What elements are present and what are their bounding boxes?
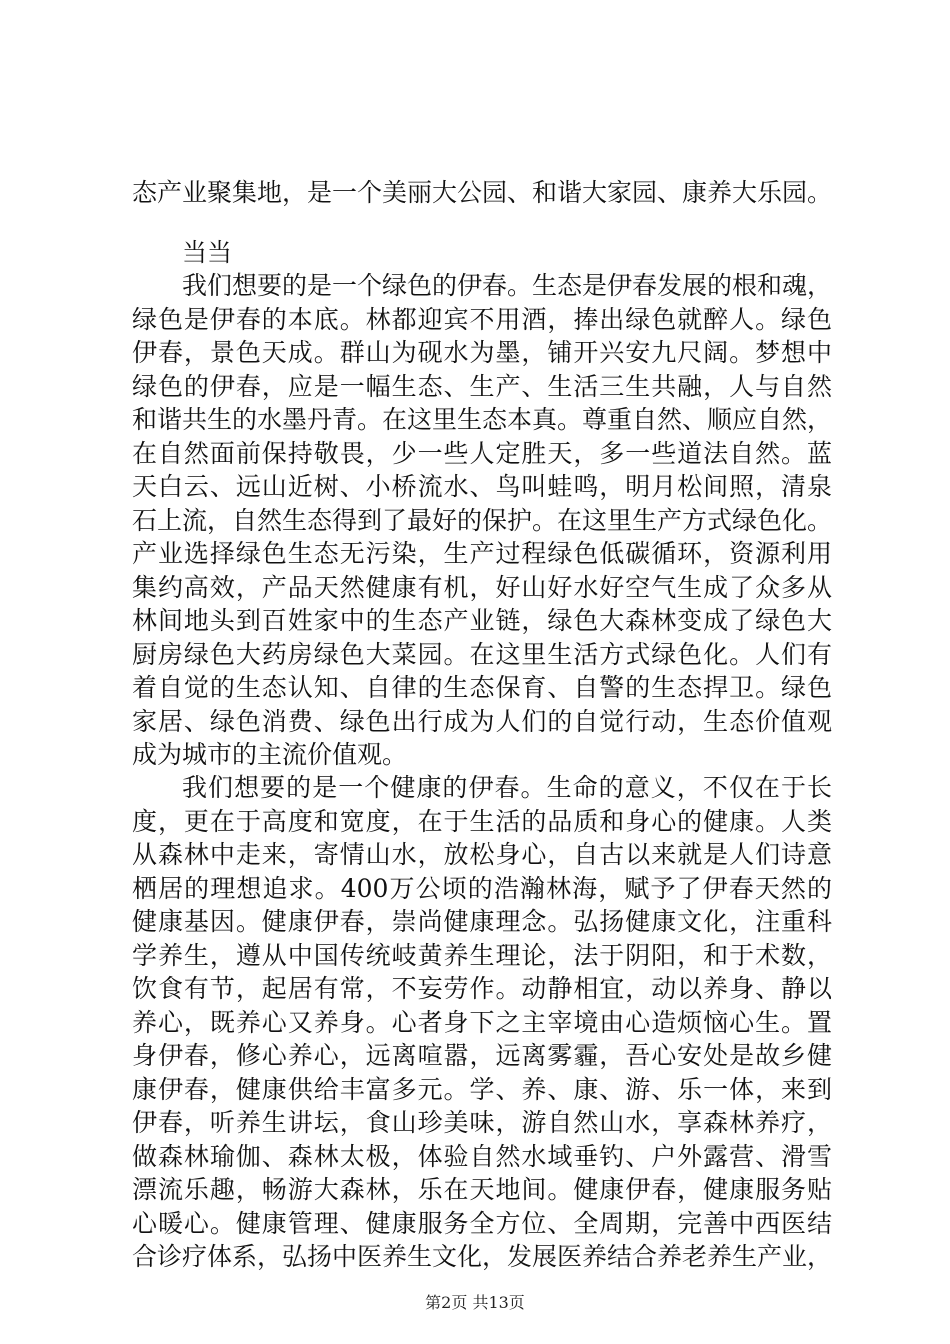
text-line: 合诊疗体系，弘扬中医养生文化，发展医养结合养老养生产业， bbox=[132, 1242, 833, 1271]
text-line: 集约高效，产品天然健康有机，好山好水好空气生成了众多从 bbox=[132, 573, 832, 602]
text-line: 学养生，遵从中国传统岐黄养生理论，法于阴阳，和于术数， bbox=[132, 941, 832, 970]
text-line: 着自觉的生态认知、自律的生态保育、自警的生态捍卫。绿色 bbox=[132, 673, 832, 702]
text-line: 绿色的伊春，应是一幅生态、生产、生活三生共融，人与自然 bbox=[132, 372, 832, 401]
text-line: 林间地头到百姓家中的生态产业链，绿色大森林变成了绿色大 bbox=[132, 606, 832, 635]
text-line: 伊春，景色天成。群山为砚水为墨，铺开兴安九尺阔。梦想中 bbox=[132, 338, 832, 367]
text-line: 和谐共生的水墨丹青。在这里生态本真。尊重自然、顺应自然， bbox=[132, 405, 833, 434]
text-line: 度，更在于高度和宽度，在于生活的品质和身心的健康。人类 bbox=[132, 807, 832, 836]
text-line: 成为城市的主流价值观。 bbox=[132, 740, 408, 769]
text-line: 健康基因。健康伊春，崇尚健康理念。弘扬健康文化，注重科 bbox=[132, 907, 832, 936]
text-line: 当当 bbox=[182, 238, 233, 267]
text-line: 绿色是伊春的本底。林都迎宾不用酒，捧出绿色就醉人。绿色 bbox=[132, 305, 832, 334]
text-line: 从森林中走来，寄情山水，放松身心，自古以来就是人们诗意 bbox=[132, 840, 832, 869]
text-line: 饮食有节，起居有常，不妄劳作。动静相宜，动以养身、静以 bbox=[132, 974, 832, 1003]
text-line: 康伊春，健康供给丰富多元。学、养、康、游、乐一体，来到 bbox=[132, 1075, 832, 1104]
text-line: 态产业聚集地，是一个美丽大公园、和谐大家园、康养大乐园。 bbox=[132, 178, 833, 207]
text-line: 身伊春，修心养心，远离喧嚣，远离雾霾，吾心安处是故乡健 bbox=[132, 1041, 832, 1070]
text-line: 做森林瑜伽、森林太极，体验自然水域垂钓、户外露营、滑雪 bbox=[132, 1142, 832, 1171]
text-line: 我们想要的是一个健康的伊春。生命的意义，不仅在于长 bbox=[182, 773, 832, 802]
text-line: 家居、绿色消费、绿色出行成为人们的自觉行动，生态价值观 bbox=[132, 707, 832, 736]
text-line: 漂流乐趣，畅游大森林，乐在天地间。健康伊春，健康服务贴 bbox=[132, 1175, 832, 1204]
text-line: 伊春，听养生讲坛，食山珍美味，游自然山水，享森林养疗， bbox=[132, 1108, 832, 1137]
text-line: 产业选择绿色生态无污染，生产过程绿色低碳循环，资源利用 bbox=[132, 539, 832, 568]
text-line: 在自然面前保持敬畏，少一些人定胜天，多一些道法自然。蓝 bbox=[132, 439, 832, 468]
text-line: 天白云、远山近树、小桥流水、鸟叫蛙鸣，明月松间照，清泉 bbox=[132, 472, 832, 501]
text-line: 心暖心。健康管理、健康服务全方位、全周期，完善中西医结 bbox=[132, 1209, 832, 1238]
page-number-footer: 第2页 共13页 bbox=[425, 1293, 525, 1312]
text-line: 厨房绿色大药房绿色大菜园。在这里生活方式绿色化。人们有 bbox=[132, 640, 832, 669]
text-line: 我们想要的是一个绿色的伊春。生态是伊春发展的根和魂， bbox=[182, 271, 833, 300]
text-line: 石上流，自然生态得到了最好的保护。在这里生产方式绿色化。 bbox=[132, 506, 833, 535]
text-line: 栖居的理想追求。400万公顷的浩瀚林海，赋予了伊春天然的 bbox=[132, 874, 832, 903]
text-line: 养心，既养心又养身。心者身下之主宰境由心造烦恼心生。置 bbox=[132, 1008, 832, 1037]
